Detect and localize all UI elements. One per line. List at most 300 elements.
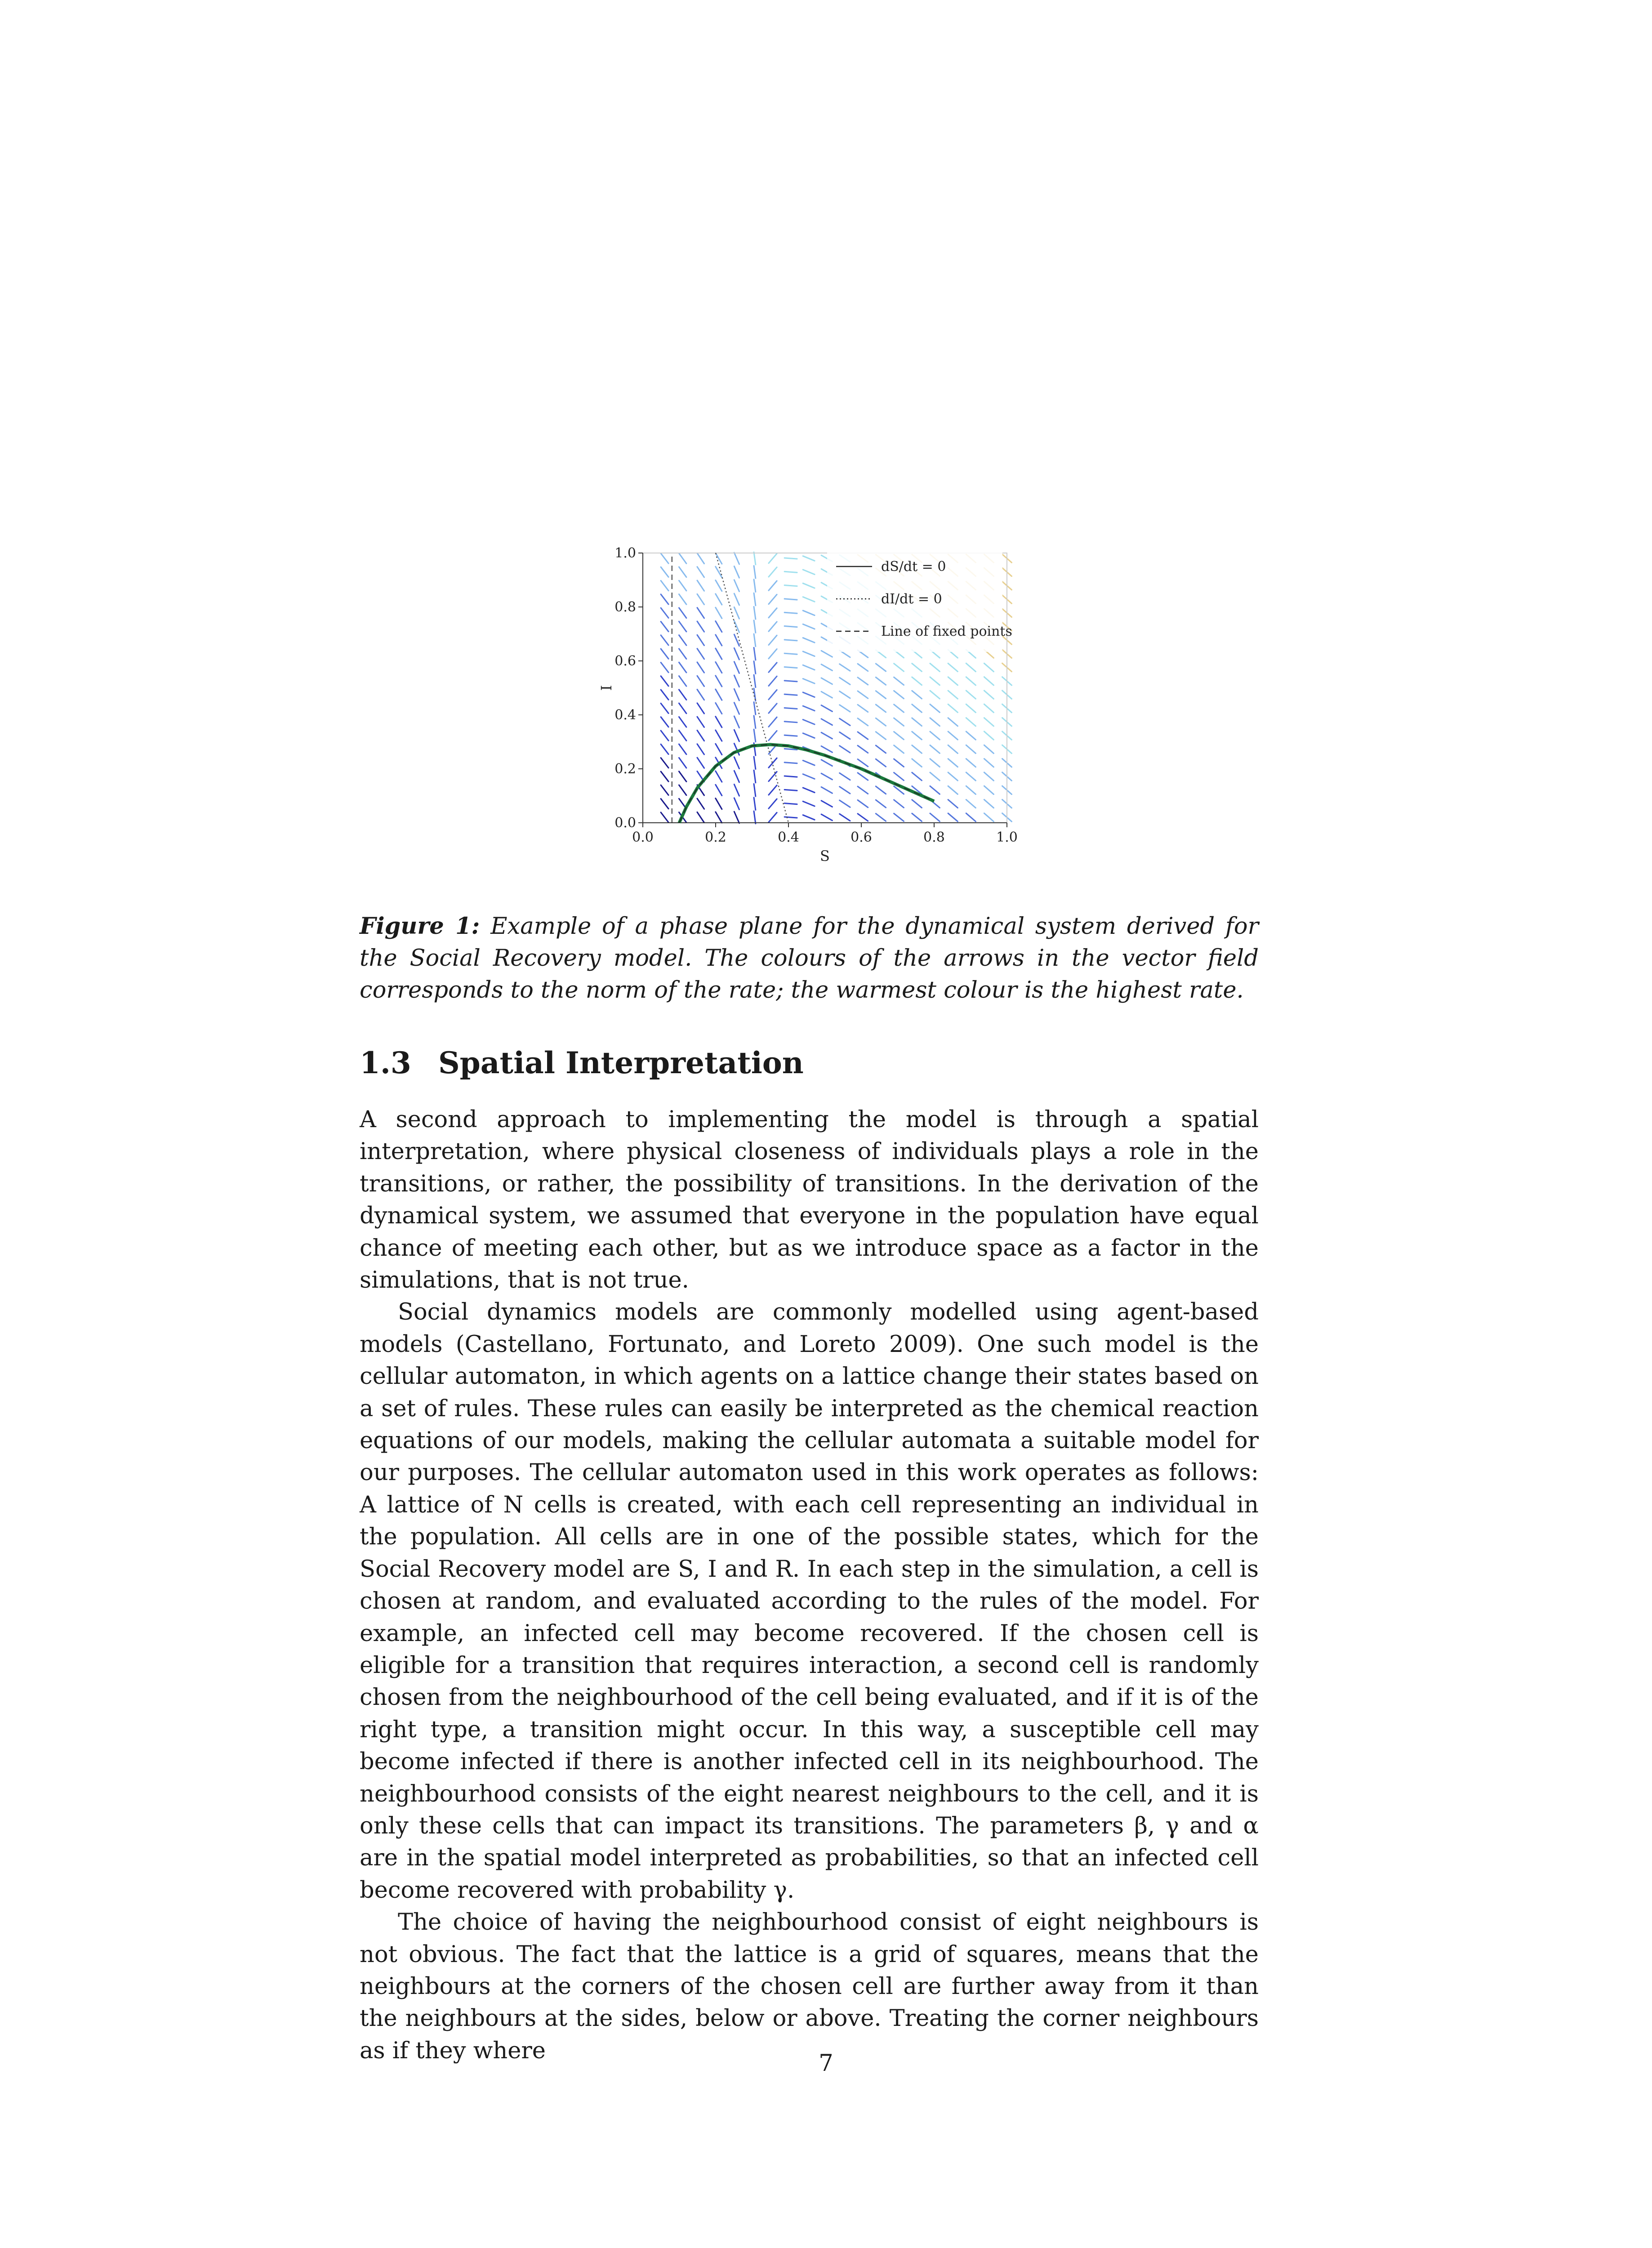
vector-arrow xyxy=(784,640,797,641)
vector-arrow xyxy=(661,812,668,822)
legend-label: dI/dt = 0 xyxy=(881,591,942,607)
vector-arrow xyxy=(912,772,922,781)
vector-arrow xyxy=(912,800,922,808)
vector-arrow xyxy=(784,585,797,586)
vector-arrow xyxy=(803,815,815,820)
vector-arrow xyxy=(858,786,868,794)
vector-arrow xyxy=(679,635,686,646)
vector-arrow xyxy=(966,718,975,726)
vector-arrow xyxy=(661,744,668,754)
vector-arrow xyxy=(821,665,832,671)
vector-arrow xyxy=(754,580,756,592)
vector-arrow xyxy=(734,798,739,810)
vector-arrow xyxy=(930,745,940,753)
figure-caption xyxy=(360,910,1259,1006)
vector-arrow xyxy=(769,812,777,822)
vector-arrow xyxy=(966,800,975,808)
y-axis-label: I xyxy=(598,685,615,691)
vector-arrow xyxy=(803,624,815,629)
vector-arrow xyxy=(803,801,815,806)
vector-arrow xyxy=(858,678,868,685)
vector-arrow xyxy=(876,786,886,794)
vector-arrow xyxy=(679,567,686,577)
vector-arrow xyxy=(803,665,815,670)
vector-arrow xyxy=(661,662,668,672)
chart-legend xyxy=(827,549,1012,652)
vector-arrow xyxy=(661,676,668,686)
vector-arrow xyxy=(930,759,940,767)
vector-arrow xyxy=(734,648,739,660)
vector-arrow xyxy=(754,634,756,647)
vector-arrow xyxy=(948,663,957,671)
vector-arrow xyxy=(734,771,739,782)
vector-arrow xyxy=(894,677,904,685)
vector-arrow xyxy=(821,746,832,753)
vector-arrow xyxy=(734,675,739,687)
vector-arrow xyxy=(821,801,832,807)
page-number: 7 xyxy=(819,2050,833,2077)
vector-arrow xyxy=(716,580,722,591)
vector-arrow xyxy=(948,813,957,821)
vector-arrow xyxy=(966,677,975,685)
vector-arrow xyxy=(930,718,940,726)
vector-arrow xyxy=(840,664,850,671)
vector-arrow xyxy=(754,811,756,824)
vector-arrow xyxy=(697,621,704,632)
vector-arrow xyxy=(966,759,975,767)
vector-arrow xyxy=(803,692,815,697)
vector-arrow xyxy=(716,676,722,687)
vector-arrow xyxy=(784,571,797,572)
caption-label: Figure 1: xyxy=(360,913,480,940)
x-tick-label: 0.6 xyxy=(850,830,872,845)
vector-arrow xyxy=(840,773,850,780)
y-tick-label: 0.2 xyxy=(614,761,636,777)
vector-arrow xyxy=(858,705,868,712)
vector-arrow xyxy=(784,667,797,668)
vector-arrow xyxy=(661,608,668,618)
vector-arrow xyxy=(734,785,739,796)
vector-arrow xyxy=(661,785,668,795)
vector-arrow xyxy=(876,800,886,807)
vector-arrow xyxy=(769,785,777,795)
vector-arrow xyxy=(930,705,940,713)
vector-arrow xyxy=(734,812,739,823)
vector-arrow xyxy=(734,593,739,605)
vector-arrow xyxy=(716,771,722,782)
vector-arrow xyxy=(679,621,686,632)
vector-arrow xyxy=(716,812,722,823)
vector-arrow xyxy=(661,717,668,727)
vector-arrow xyxy=(769,594,777,604)
vector-arrow xyxy=(858,718,868,726)
vector-arrow xyxy=(803,760,815,765)
vector-arrow xyxy=(984,718,993,726)
vector-arrow xyxy=(803,679,815,684)
vector-arrow xyxy=(784,681,797,682)
vector-arrow xyxy=(716,607,722,618)
vector-arrow xyxy=(912,677,922,685)
paragraph: Social dynamics models are commonly modelled using agent-based models (Castellano, Fortunato, and Loreto 2009). One such model is the cellular automaton, in which agents on a lattice change their states based on a set of rules. These rules can easily be interpreted as the chemical reaction equations of our models, making the cellular automata a suitable model for our purposes. The cellular automaton used in this work operates as follows: A lattice of N cells is created, with each cell representing an individual in the population. All cells are in one of the possible states, which for the Social Recovery model are S, I and R. In each step in the simulation, a cell is chosen at random, and evaluated according to the rules of the model. For example, an infected cell may become recovered. If the chosen cell is eligible for a transition that requires interaction, a second cell is randomly chosen from the neighbourhood of the cell being evaluated, and if it is of the right type, a transition might occur. In this way, a susceptible cell may become infected if there is another infected cell in its neighbourhood. The neighbourhood consists of the eight nearest neighbours to the cell, and it is only these cells that can impact its transitions. The parameters β, γ and α are in the spatial model interpreted as probabilities, so that an infected cell become recovered with probability γ. xyxy=(360,1299,1259,1904)
vector-arrow xyxy=(784,612,797,613)
vector-arrow xyxy=(697,744,704,754)
dI-nullcline xyxy=(716,553,788,823)
y-tick-label: 0.0 xyxy=(614,815,636,831)
vector-arrow xyxy=(876,759,886,767)
vector-arrow xyxy=(984,799,993,807)
vector-arrow xyxy=(716,566,722,577)
vector-arrow xyxy=(754,566,756,578)
vector-arrow xyxy=(803,651,815,656)
vector-arrow xyxy=(948,772,957,781)
vector-arrow xyxy=(784,653,797,654)
vector-arrow xyxy=(966,704,975,712)
vector-arrow xyxy=(840,746,850,753)
vector-arrow xyxy=(734,662,739,674)
vector-arrow xyxy=(769,635,777,645)
vector-arrow xyxy=(661,594,668,604)
y-tick-label: 0.6 xyxy=(614,653,636,669)
phase-plane-chart xyxy=(598,535,1052,886)
vector-arrow xyxy=(697,730,704,740)
x-axis-label: S xyxy=(820,847,830,865)
vector-arrow xyxy=(716,662,722,673)
vector-arrow xyxy=(697,758,704,768)
vector-arrow xyxy=(679,744,686,754)
vector-arrow xyxy=(661,621,668,631)
vector-arrow xyxy=(754,770,756,783)
vector-arrow xyxy=(734,607,739,619)
vector-arrow xyxy=(803,774,815,779)
vector-arrow xyxy=(803,788,815,793)
vector-arrow xyxy=(876,677,886,685)
vector-arrow xyxy=(966,663,975,671)
vector-arrow xyxy=(661,649,668,659)
vector-arrow xyxy=(784,722,797,723)
vector-arrow xyxy=(858,800,868,807)
vector-arrow xyxy=(948,677,957,685)
vector-arrow xyxy=(930,691,940,699)
vector-arrow xyxy=(716,621,722,632)
vector-arrow xyxy=(716,594,722,605)
vector-arrow xyxy=(930,664,940,672)
vector-arrow xyxy=(930,677,940,685)
vector-arrow xyxy=(661,635,668,645)
vector-arrow xyxy=(821,691,832,698)
vector-arrow xyxy=(754,702,756,715)
vector-arrow xyxy=(966,786,975,794)
vector-arrow xyxy=(930,772,940,781)
vector-arrow xyxy=(679,608,686,618)
vector-arrow xyxy=(984,731,993,740)
vector-arrow xyxy=(966,813,975,821)
vector-arrow xyxy=(948,704,957,712)
vector-arrow xyxy=(894,691,904,698)
vector-arrow xyxy=(912,718,922,726)
vector-arrow xyxy=(734,634,739,646)
vector-arrow xyxy=(803,611,815,616)
vector-arrow xyxy=(754,675,756,687)
vector-arrow xyxy=(661,567,668,577)
vector-arrow xyxy=(769,567,777,577)
vector-arrow xyxy=(858,664,868,671)
vector-arrow xyxy=(697,580,704,591)
vector-arrow xyxy=(697,717,704,727)
vector-arrow xyxy=(754,661,756,674)
vector-arrow xyxy=(734,730,739,741)
x-tick-label: 0.0 xyxy=(632,830,654,845)
vector-arrow xyxy=(769,690,777,700)
section-title: Spatial Interpretation xyxy=(438,1045,804,1080)
vector-arrow xyxy=(821,678,832,684)
vector-arrow xyxy=(840,814,850,821)
vector-arrow xyxy=(948,731,957,740)
x-tick-label: 0.8 xyxy=(923,830,945,845)
vector-arrow xyxy=(716,703,722,714)
vector-arrow xyxy=(697,649,704,659)
vector-arrow xyxy=(858,759,868,767)
vector-arrow xyxy=(734,757,739,769)
vector-arrow xyxy=(984,745,993,753)
body-text xyxy=(360,1104,1259,2067)
vector-arrow xyxy=(876,732,886,740)
vector-arrow xyxy=(948,691,957,699)
vector-arrow xyxy=(697,635,704,645)
vector-arrow xyxy=(840,678,850,684)
vector-arrow xyxy=(840,787,850,794)
vector-arrow xyxy=(697,662,704,673)
vector-arrow xyxy=(784,776,797,777)
vector-arrow xyxy=(769,581,777,590)
vector-arrow xyxy=(858,691,868,698)
vector-arrow xyxy=(821,760,832,766)
vector-arrow xyxy=(661,758,668,768)
vector-arrow xyxy=(734,566,739,578)
vector-arrow xyxy=(754,607,756,619)
vector-arrow xyxy=(769,717,777,727)
vector-arrow xyxy=(679,772,686,782)
section-heading xyxy=(360,1045,804,1080)
vector-arrow xyxy=(697,608,704,618)
vector-arrow xyxy=(858,732,868,739)
x-tick-label: 0.4 xyxy=(778,830,799,845)
vector-arrow xyxy=(679,703,686,714)
vector-arrow xyxy=(661,731,668,740)
vector-arrow xyxy=(661,553,668,563)
y-tick-label: 0.8 xyxy=(614,599,636,615)
vector-arrow xyxy=(716,730,722,741)
vector-arrow xyxy=(697,594,704,604)
vector-arrow xyxy=(679,649,686,659)
vector-arrow xyxy=(912,813,922,821)
vector-arrow xyxy=(754,784,756,796)
vector-arrow xyxy=(697,567,704,577)
vector-arrow xyxy=(821,773,832,780)
vector-arrow xyxy=(894,813,904,821)
vector-arrow xyxy=(661,772,668,781)
phase-plane-figure xyxy=(598,535,1052,886)
vector-arrow xyxy=(821,719,832,725)
vector-arrow xyxy=(912,705,922,713)
vector-arrow xyxy=(679,717,686,727)
vector-arrow xyxy=(858,814,868,821)
y-tick-label: 0.4 xyxy=(614,707,636,723)
vector-arrow xyxy=(769,731,777,740)
vector-arrow xyxy=(769,649,777,659)
vector-arrow xyxy=(716,635,722,646)
vector-arrow xyxy=(966,731,975,740)
vector-arrow xyxy=(697,703,704,714)
vector-arrow xyxy=(769,608,777,618)
vector-arrow xyxy=(754,757,756,769)
vector-arrow xyxy=(840,705,850,712)
vector-arrow xyxy=(754,552,756,565)
vector-arrow xyxy=(679,758,686,768)
vector-arrow xyxy=(803,706,815,711)
vector-arrow xyxy=(894,664,904,671)
vector-arrow xyxy=(894,800,904,807)
vector-arrow xyxy=(734,703,739,714)
vector-arrow xyxy=(984,677,993,685)
vector-arrow xyxy=(840,732,850,739)
vector-arrow xyxy=(948,745,957,753)
vector-arrow xyxy=(821,705,832,712)
vector-arrow xyxy=(984,772,993,781)
vector-arrow xyxy=(858,745,868,753)
vector-arrow xyxy=(716,717,722,727)
vector-arrow xyxy=(984,704,993,712)
vector-arrow xyxy=(734,580,739,592)
vector-arrow xyxy=(948,800,957,808)
vector-arrow xyxy=(716,648,722,659)
vector-arrow xyxy=(984,691,993,699)
vector-arrow xyxy=(803,570,815,575)
vector-arrow xyxy=(769,676,777,686)
vector-arrow xyxy=(679,594,686,605)
vector-arrow xyxy=(876,664,886,671)
vector-arrow xyxy=(803,583,815,588)
vector-arrow xyxy=(984,786,993,794)
vector-arrow xyxy=(679,662,686,673)
vector-arrow xyxy=(966,745,975,753)
vector-arrow xyxy=(803,597,815,602)
vector-arrow xyxy=(948,786,957,794)
vector-arrow xyxy=(769,622,777,631)
vector-arrow xyxy=(948,759,957,767)
vector-arrow xyxy=(803,719,815,724)
vector-arrow xyxy=(912,691,922,699)
vector-arrow xyxy=(840,800,850,807)
vector-arrow xyxy=(661,581,668,591)
vector-arrow xyxy=(784,694,797,695)
vector-arrow xyxy=(984,663,993,671)
vector-arrow xyxy=(803,733,815,738)
vector-arrow xyxy=(912,745,922,754)
vector-arrow xyxy=(876,705,886,712)
vector-arrow xyxy=(840,718,850,725)
vector-arrow xyxy=(821,814,832,821)
vector-arrow xyxy=(803,638,815,643)
vector-arrow xyxy=(716,744,722,754)
vector-arrow xyxy=(894,705,904,712)
legend-label: Line of fixed points xyxy=(881,624,1012,639)
vector-arrow xyxy=(930,786,940,794)
vector-arrow xyxy=(894,718,904,726)
vector-arrow xyxy=(769,799,777,808)
vector-arrow xyxy=(754,620,756,633)
vector-arrow xyxy=(930,731,940,740)
vector-arrow xyxy=(754,729,756,742)
dS-nullcline-green xyxy=(679,745,934,823)
vector-arrow xyxy=(661,690,668,700)
vector-arrow xyxy=(769,704,777,713)
vector-arrow xyxy=(734,689,739,700)
vector-arrow xyxy=(697,690,704,700)
paragraph: The choice of having the neighbourhood consist of eight neighbours is not obvious. The fact that the lattice is a grid of squares, means that the neighbours at the corners of the chosen cell are further away from it than the neighbours at the sides, below or above. Treating the corner neighbours as if they where xyxy=(360,1909,1259,2064)
vector-arrow xyxy=(679,690,686,700)
vector-arrow xyxy=(784,599,797,600)
vector-arrow xyxy=(840,691,850,698)
vector-arrow xyxy=(876,745,886,753)
vector-arrow xyxy=(984,759,993,767)
vector-arrow xyxy=(661,799,668,809)
legend-label: dS/dt = 0 xyxy=(881,559,946,575)
vector-arrow xyxy=(716,798,722,809)
x-tick-label: 1.0 xyxy=(996,830,1018,845)
vector-arrow xyxy=(679,785,686,795)
vector-arrow xyxy=(679,676,686,687)
vector-arrow xyxy=(984,813,993,821)
vector-arrow xyxy=(716,553,722,564)
vector-arrow xyxy=(966,772,975,781)
vector-arrow xyxy=(697,798,704,809)
vector-arrow xyxy=(948,718,957,726)
vector-arrow xyxy=(784,789,797,790)
vector-arrow xyxy=(821,787,832,793)
vector-arrow xyxy=(679,731,686,741)
vector-arrow xyxy=(679,580,686,591)
vector-arrow xyxy=(734,716,739,728)
vector-arrow xyxy=(734,553,739,564)
x-tick-label: 0.2 xyxy=(705,830,726,845)
vector-arrow xyxy=(769,663,777,672)
vector-arrow xyxy=(876,718,886,726)
paragraph: A second approach to implementing the model is through a spatial interpretation, where physical closeness of individuals plays a role in the transitions, or rather, the possibility of transitions. In the derivation of the dynamical system, we assumed that everyone in the population have equal chance of meeting each other, but as we introduce space as a factor in the simulations, that is not true. xyxy=(360,1106,1259,1294)
vector-arrow xyxy=(716,689,722,700)
vector-arrow xyxy=(784,708,797,709)
vector-arrow xyxy=(754,593,756,606)
vector-arrow xyxy=(912,664,922,672)
section-number: 1.3 xyxy=(360,1045,411,1080)
vector-arrow xyxy=(754,716,756,728)
vector-arrow xyxy=(697,553,704,563)
vector-arrow xyxy=(821,732,832,739)
vector-arrow xyxy=(894,745,904,753)
vector-arrow xyxy=(661,703,668,713)
vector-arrow xyxy=(876,691,886,699)
vector-arrow xyxy=(784,803,797,804)
vector-arrow xyxy=(930,813,940,821)
vector-arrow xyxy=(697,812,704,822)
vector-arrow xyxy=(769,553,777,563)
vector-arrow xyxy=(803,556,815,561)
vector-arrow xyxy=(697,676,704,686)
vector-arrow xyxy=(894,759,904,767)
caption-text: Example of a phase plane for the dynamical system derived for the Social Recovery model. The colours of the arrows in the vector field corresponds to the norm of the rate; the warmest colour is the highest rate. xyxy=(360,913,1259,1004)
vector-arrow xyxy=(912,731,922,740)
vector-arrow xyxy=(876,814,886,821)
vector-arrow xyxy=(754,798,756,810)
